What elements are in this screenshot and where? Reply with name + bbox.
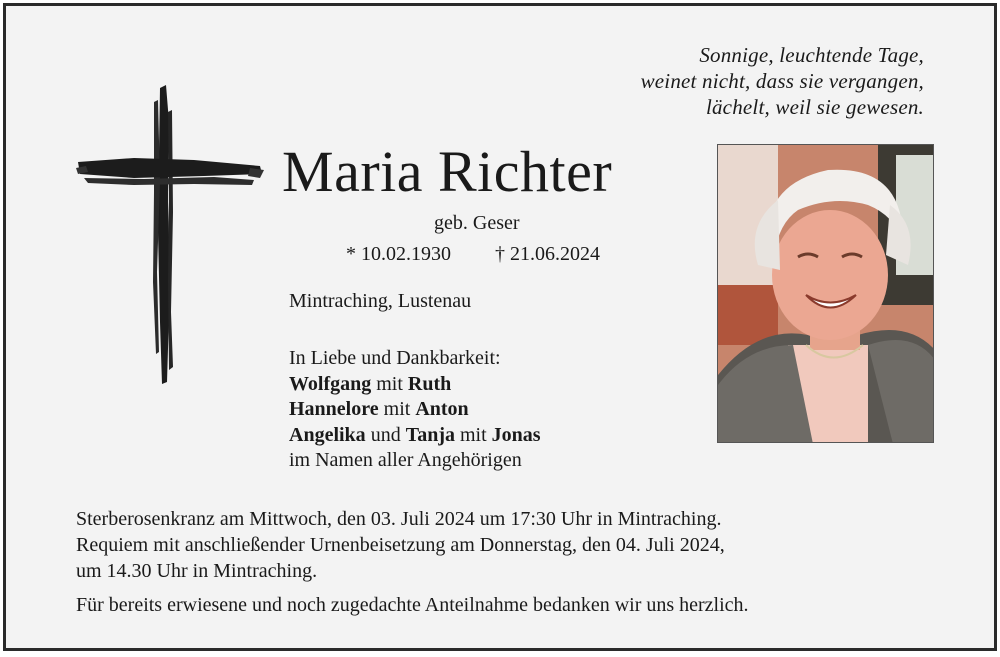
family-member: Jonas: [491, 423, 541, 446]
birth-name: geb. Geser: [434, 212, 520, 234]
family-closing: im Namen aller Angehörigen: [289, 449, 522, 471]
family-member: Tanja: [405, 423, 455, 446]
family-line: [289, 372, 541, 398]
cross-icon: [74, 82, 264, 387]
rosary-info: Sterberosenkranz am Mittwoch, den 03. Juli 2024 um 17:30 Uhr in Mintraching.: [76, 508, 722, 530]
birth-date: * 10.02.1930: [346, 243, 451, 265]
poem-line: Sonnige, leuchtende Tage,: [699, 43, 924, 67]
joiner: mit: [454, 423, 492, 446]
family-line: [289, 423, 541, 449]
requiem-time: um 14.30 Uhr in Mintraching.: [76, 560, 318, 582]
death-date: † 21.06.2024: [495, 243, 600, 265]
requiem-info: Requiem mit anschließender Urnenbeisetzung am Donnerstag, den 04. Juli 2024,: [76, 534, 725, 556]
joiner: und: [365, 423, 406, 446]
family-member: Hannelore: [289, 398, 379, 420]
family-member: Angelika: [289, 423, 366, 446]
family-member: Anton: [415, 398, 469, 420]
portrait-photo: [717, 144, 934, 443]
family-line: [289, 397, 541, 423]
joiner: mit: [371, 372, 408, 395]
obituary-notice: [3, 3, 997, 651]
thanks-text: Für bereits erwiesene und noch zugedachte Anteilnahme bedanken wir uns herzlich.: [76, 594, 749, 616]
poem-line: weinet nicht, dass sie vergangen,: [640, 69, 924, 93]
joiner: mit: [378, 398, 416, 420]
poem-line: lächelt, weil sie gewesen.: [705, 95, 924, 119]
family-member: Ruth: [407, 372, 452, 395]
family-member: Wolfgang: [289, 372, 372, 395]
poem: [641, 42, 924, 120]
residence-places: Mintraching, Lustenau: [289, 290, 472, 312]
family-intro: In Liebe und Dankbarkeit:: [289, 347, 501, 369]
deceased-name: Maria Richter: [282, 139, 613, 204]
family-signature: [289, 346, 541, 474]
service-details: [76, 506, 749, 618]
life-dates: [346, 242, 600, 266]
